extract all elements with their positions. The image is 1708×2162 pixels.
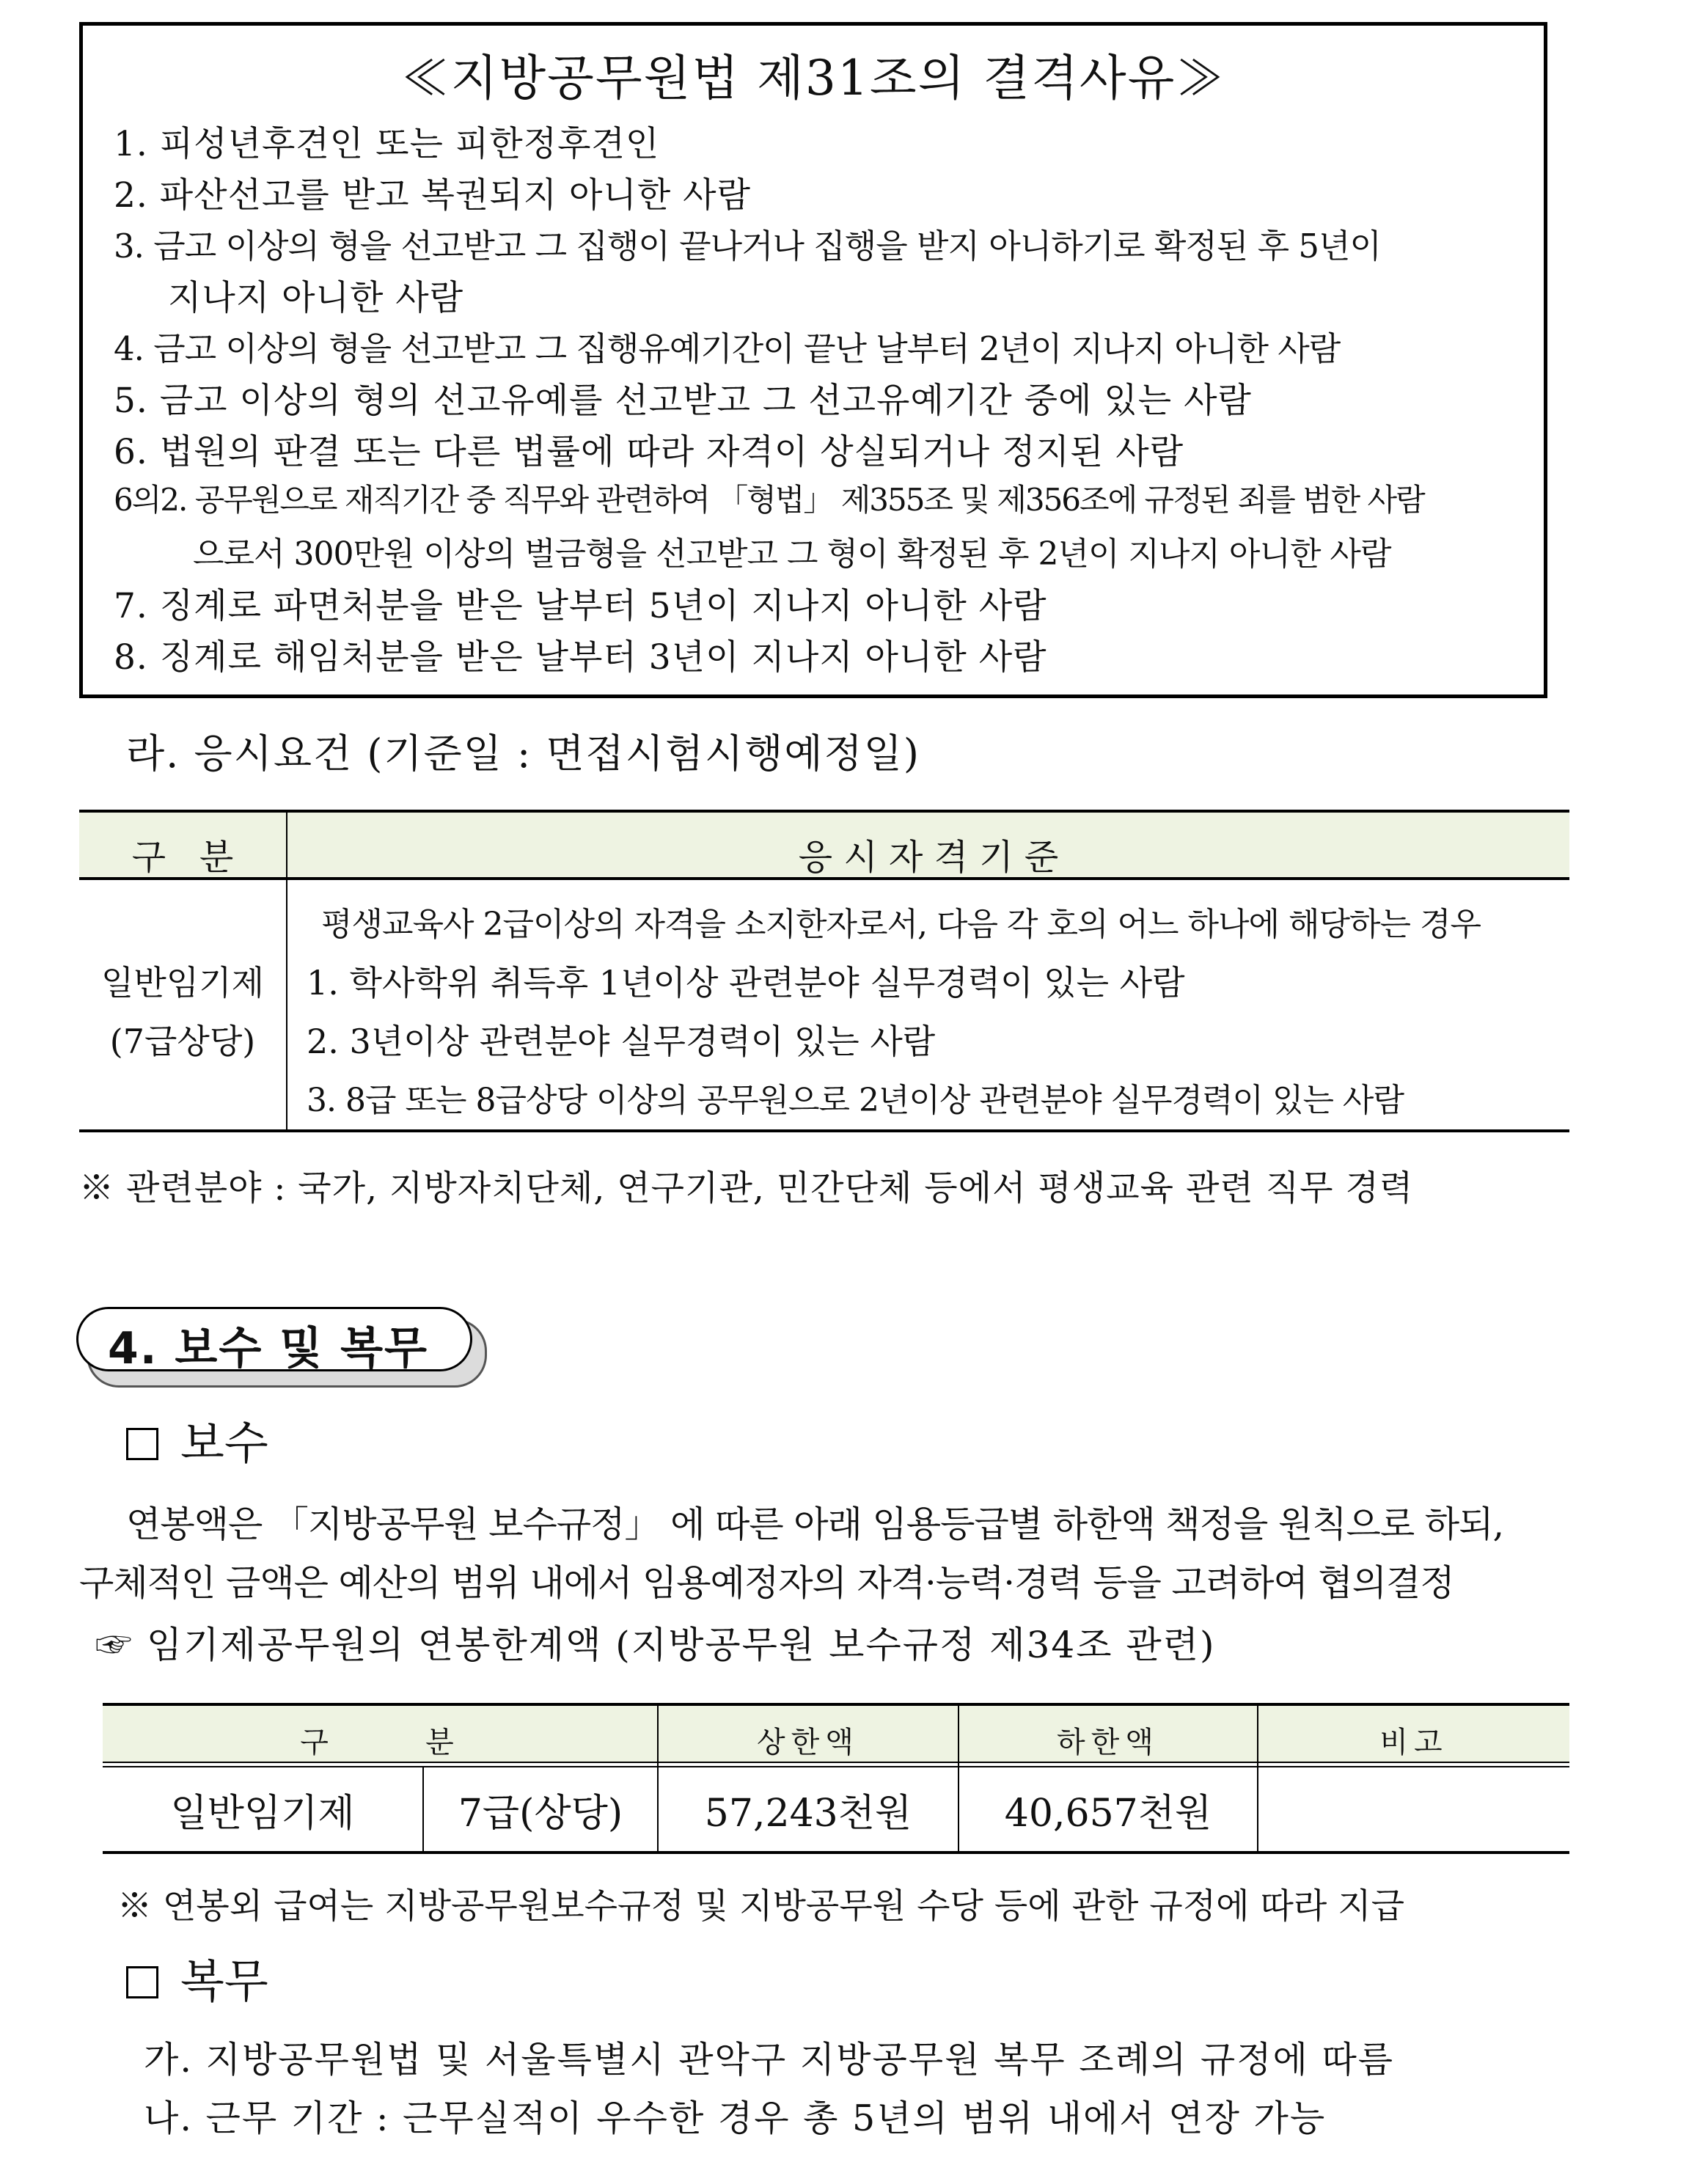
disqualification-item: 지나지 아니한 사람 bbox=[168, 278, 464, 318]
disqualification-item: 4. 금고 이상의 형을 선고받고 그 집행유예기간이 끝난 날부터 2년이 지나지 아니한 사람 bbox=[114, 329, 1341, 368]
cell-type: 일반임기제 bbox=[170, 1792, 355, 1836]
requirements-table bbox=[79, 810, 1569, 1132]
disqualification-item: 8. 징계로 해임처분을 받은 날부터 3년이 지나지 아니한 사람 bbox=[114, 637, 1047, 678]
header-category: 구 분 bbox=[131, 837, 234, 878]
cell-lower-limit: 40,657천원 bbox=[1004, 1792, 1212, 1836]
pay-heading bbox=[126, 1407, 268, 1472]
disqualification-item: 3. 금고 이상의 형을 선고받고 그 집행이 끝나거나 집행을 받지 아니하기로 확정된 후 5년이 bbox=[114, 227, 1381, 265]
pay-heading-label: 보수 bbox=[180, 1416, 268, 1470]
disqualification-title: ≪지방공무원법 제31조의 결격사유≫ bbox=[400, 50, 1226, 106]
category-cell-line2: (7급상당) bbox=[109, 1022, 256, 1061]
header-remarks: 비고 bbox=[1379, 1726, 1448, 1759]
table-border bbox=[79, 1129, 1569, 1132]
pay-reference: ☞ 임기제공무원의 연봉한계액 (지방공무원 보수규정 제34조 관련) bbox=[95, 1624, 1216, 1666]
duty-item: 가. 지방공무원법 및 서울특별시 관악구 지방공무원 복무 조례의 규정에 따름 bbox=[144, 2039, 1395, 2081]
disqualification-item: 으로서 300만원 이상의 벌금형을 선고받고 그 형이 확정된 후 2년이 지나지 아니한 사람 bbox=[193, 535, 1391, 573]
duty-heading bbox=[126, 1945, 268, 2010]
disqualification-item: 6. 법원의 판결 또는 다른 법률에 따라 자격이 상실되거나 정지된 사람 bbox=[114, 432, 1184, 472]
header-criteria: 응 시 자 격 기 준 bbox=[798, 837, 1059, 878]
header-lower-limit: 하한액 bbox=[1057, 1726, 1159, 1759]
pay-paragraph-line2: 구체적인 금액은 예산의 범위 내에서 임용예정자의 자격·능력·경력 등을 고려하여 협의결정 bbox=[79, 1562, 1454, 1604]
disqualification-item: 7. 징계로 파면처분을 받은 날부터 5년이 지나지 아니한 사람 bbox=[114, 586, 1047, 626]
disqualification-item: 2. 파산선고를 받고 복권되지 아니한 사람 bbox=[114, 175, 751, 216]
header-upper-limit: 상한액 bbox=[757, 1726, 860, 1759]
table-header-row bbox=[79, 813, 1569, 880]
pay-note: ※ 연봉외 급여는 지방공무원보수규정 및 지방공무원 수당 등에 관한 규정에 따라 지급 bbox=[117, 1886, 1405, 1927]
header-category: 구 분 bbox=[300, 1726, 460, 1759]
criteria-line: 3. 8급 또는 8급상당 이상의 공무원으로 2년이상 관련분야 실무경력이 있는 사람 bbox=[307, 1082, 1404, 1119]
disqualification-box bbox=[79, 22, 1547, 698]
pay-table bbox=[103, 1703, 1569, 1854]
section-4-title: 4. 보수 및 복무 bbox=[108, 1323, 429, 1374]
duty-item: 나. 근무 기간 : 근무실적이 우수한 경우 총 5년의 범위 내에서 연장 가능 bbox=[144, 2097, 1327, 2139]
checkbox-icon bbox=[126, 1966, 158, 1998]
disqualification-item: 6의2. 공무원으로 재직기간 중 직무와 관련하여 「형법」 제355조 및 제356조에 규정된 죄를 범한 사람 bbox=[114, 482, 1424, 518]
cell-grade: 7급(상당) bbox=[458, 1792, 623, 1836]
table-border bbox=[103, 1851, 1569, 1854]
criteria-line: 2. 3년이상 관련분야 실무경력이 있는 사람 bbox=[307, 1022, 936, 1061]
requirements-heading: 라. 응시요건 (기준일 : 면접시험시행예정일) bbox=[126, 730, 920, 777]
checkbox-icon bbox=[126, 1428, 158, 1460]
duty-heading-label: 복무 bbox=[180, 1954, 268, 2008]
related-field-note: ※ 관련분야 : 국가, 지방자치단체, 연구기관, 민간단체 등에서 평생교육 관련 직무 경력 bbox=[79, 1168, 1414, 1209]
table-divider bbox=[286, 813, 287, 1132]
category-cell-line1: 일반임기제 bbox=[100, 963, 265, 1003]
pay-paragraph-line1: 연봉액은 「지방공무원 보수규정」 에 따른 아래 임용등급별 하한액 책정을 원칙으로 하되, bbox=[126, 1503, 1504, 1545]
disqualification-item: 5. 금고 이상의 형의 선고유예를 선고받고 그 선고유예기간 중에 있는 사람 bbox=[114, 381, 1252, 421]
table-border bbox=[103, 1762, 1569, 1763]
criteria-line: 1. 학사학위 취득후 1년이상 관련분야 실무경력이 있는 사람 bbox=[307, 963, 1185, 1003]
criteria-line: 평생교육사 2급이상의 자격을 소지한자로서, 다음 각 호의 어느 하나에 해당하는 경우 bbox=[321, 906, 1481, 943]
cell-upper-limit: 57,243천원 bbox=[704, 1792, 912, 1836]
section-4-header bbox=[76, 1307, 472, 1374]
table-border bbox=[103, 1766, 1569, 1767]
disqualification-item: 1. 피성년후견인 또는 피한정후견인 bbox=[114, 124, 660, 164]
